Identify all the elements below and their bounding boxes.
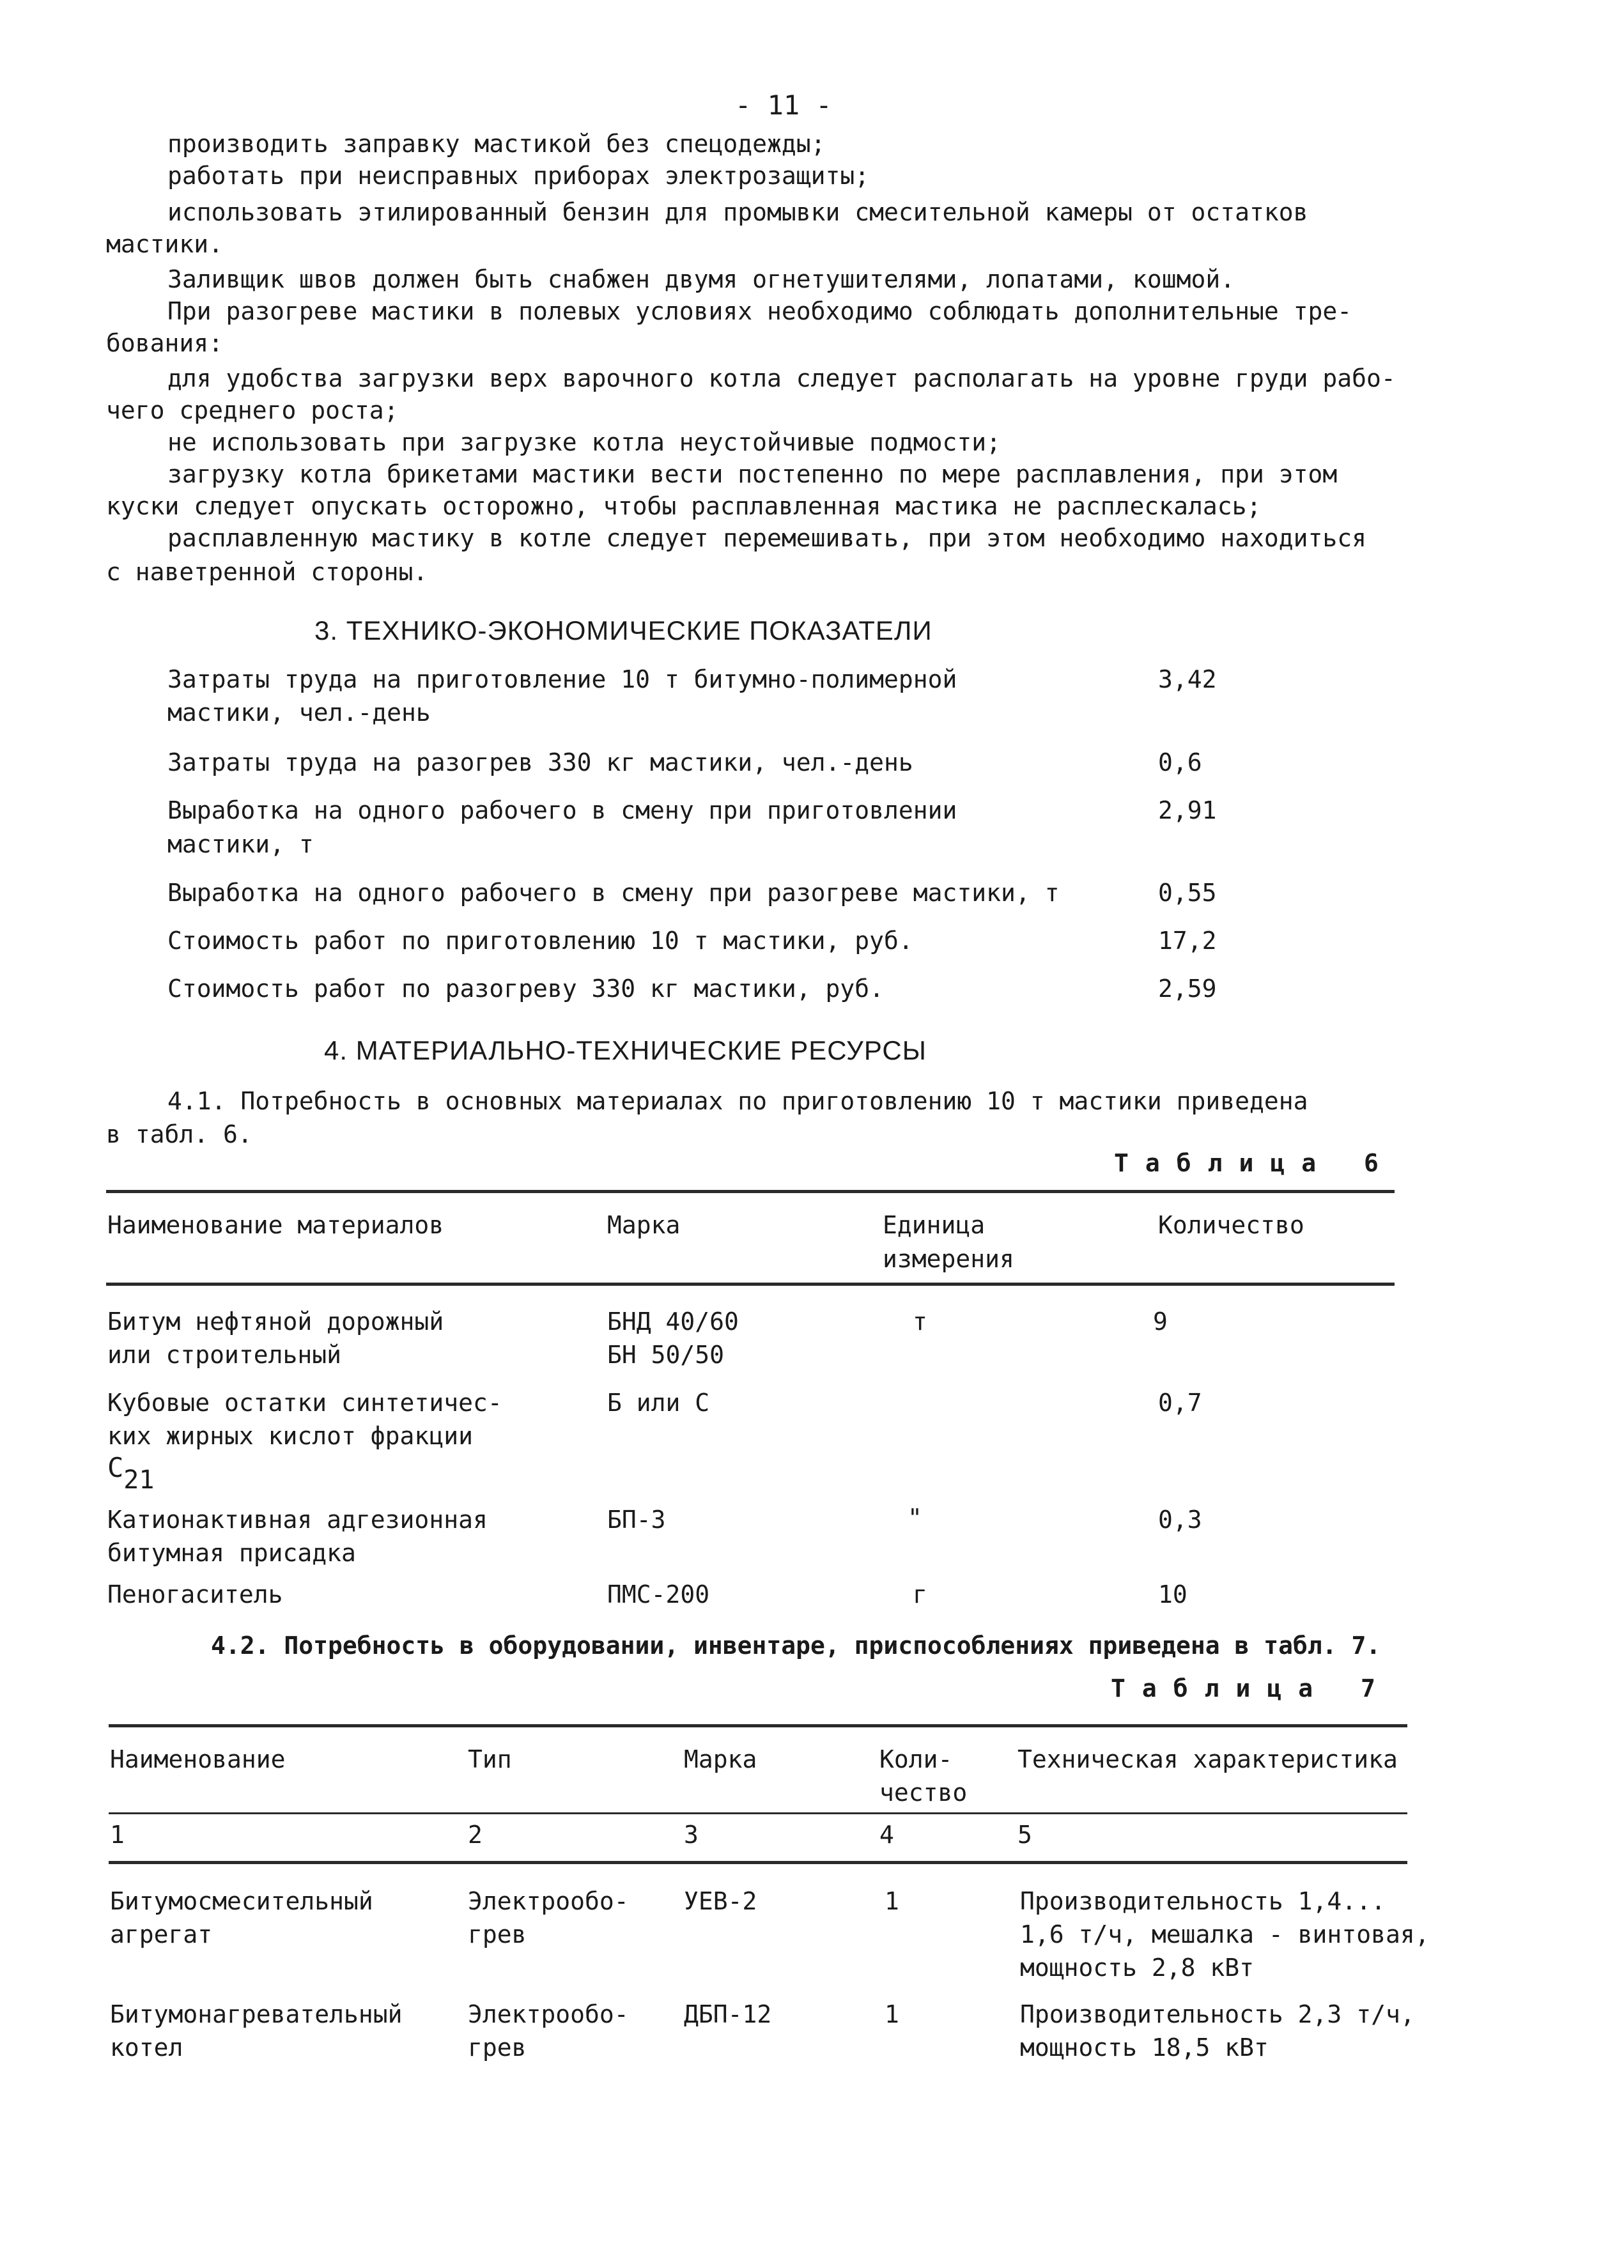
- cell-qty: 0,7: [1158, 1389, 1202, 1417]
- column-number: 5: [1017, 1821, 1032, 1849]
- cell-type: Электрообо-: [468, 2000, 629, 2028]
- cell-unit: т: [913, 1308, 927, 1336]
- cell-qty: 10: [1158, 1580, 1187, 1608]
- text-line: загрузку котла брикетами мастики вести постепенно по мере расплавления, при этом: [167, 460, 1338, 488]
- cell-spec: Производительность 2,3 т/ч,: [1020, 2000, 1415, 2028]
- indicator-label: мастики, т: [167, 830, 314, 858]
- cell-name: Битум нефтяной дорожный: [107, 1308, 444, 1336]
- cell-unit: г: [913, 1580, 927, 1608]
- table-6-header-qty: Количество: [1158, 1211, 1304, 1239]
- cell-name: Битумосмесительный: [110, 1887, 373, 1915]
- text-line: производить заправку мастикой без спецодежды;: [167, 130, 826, 158]
- table-7-numbers-rule: [109, 1861, 1407, 1864]
- text-line: не использовать при загрузке котла неустойчивые подмости;: [167, 428, 1001, 456]
- cell-name: Катионактивная адгезионная: [107, 1506, 488, 1534]
- indicator-value: 2,59: [1158, 975, 1217, 1003]
- table-6-header-rule: [106, 1283, 1395, 1286]
- cell-mark: УЕВ-2: [684, 1887, 757, 1915]
- cell-unit: ": [908, 1504, 922, 1532]
- indicator-label: мастики, чел.-день: [167, 698, 431, 727]
- table-6-header-unit: Единица: [883, 1211, 986, 1239]
- text-line: При разогреве мастики в полевых условиях необходимо соблюдать дополнительные тре-: [167, 297, 1352, 325]
- text-line: бования:: [106, 329, 224, 357]
- cell-spec: мощность 18,5 кВт: [1020, 2033, 1269, 2062]
- cell-type: Электрообо-: [468, 1887, 629, 1915]
- formula-letter: C: [107, 1452, 124, 1483]
- column-number: 2: [468, 1821, 483, 1849]
- text-line: мастики.: [106, 230, 224, 258]
- column-number: 1: [110, 1821, 125, 1849]
- table-7-header-spec: Техническая характеристика: [1017, 1745, 1398, 1773]
- paragraph-4-1-cont: в табл. 6.: [106, 1120, 252, 1148]
- indicator-value: 2,91: [1158, 796, 1217, 824]
- cell-name: Кубовые остатки синтетичес-: [107, 1389, 502, 1417]
- text-line: использовать этилированный бензин для промывки смесительной камеры от остатков: [167, 198, 1308, 226]
- cell-mark: ПМС-200: [607, 1580, 710, 1608]
- paragraph-4-2: 4.2. Потребность в оборудовании, инвентаре, приспособлениях приведена в табл. 7.: [211, 1632, 1381, 1660]
- indicator-value: 17,2: [1158, 927, 1217, 955]
- cell-name: агрегат: [110, 1920, 213, 1948]
- cell-mark: Б или С: [607, 1389, 710, 1417]
- table-6-header-mark: Марка: [607, 1211, 681, 1239]
- column-number: 3: [684, 1821, 699, 1849]
- section-4-heading: 4. МАТЕРИАЛЬНО-ТЕХНИЧЕСКИЕ РЕСУРСЫ: [324, 1035, 927, 1065]
- cell-mark: БНД 40/60: [607, 1308, 739, 1336]
- cell-spec: Производительность 1,4...: [1020, 1887, 1386, 1915]
- text-line: куски следует опускать осторожно, чтобы расплавленная мастика не расплескалась;: [106, 492, 1262, 520]
- cell-name: или строительный: [107, 1341, 342, 1369]
- table-7-header-rule: [109, 1812, 1407, 1814]
- table-7-header-name: Наименование: [110, 1745, 286, 1773]
- cell-qty: 0,3: [1158, 1506, 1202, 1534]
- table-7-header-type: Тип: [468, 1745, 512, 1773]
- indicator-value: 3,42: [1158, 665, 1217, 693]
- section-3-heading: 3. ТЕХНИКО-ЭКОНОМИЧЕСКИЕ ПОКАЗАТЕЛИ: [314, 615, 932, 645]
- cell-qty: 9: [1153, 1308, 1168, 1336]
- cell-qty: 1: [885, 2000, 899, 2028]
- text-line: для удобства загрузки верх варочного котла следует располагать на уровне груди рабо-: [167, 364, 1396, 392]
- cell-type: грев: [468, 2033, 527, 2062]
- indicator-label: Стоимость работ по приготовлению 10 т мастики, руб.: [167, 927, 913, 955]
- text-line: работать при неисправных приборах электрозащиты;: [167, 162, 870, 190]
- text-line: чего среднего роста;: [106, 396, 399, 424]
- indicator-label: Выработка на одного рабочего в смену при приготовлении: [167, 796, 957, 824]
- cell-spec: мощность 2,8 кВт: [1020, 1954, 1255, 1982]
- cell-mark: БП-3: [607, 1506, 666, 1534]
- indicator-label: Затраты труда на приготовление 10 т битумно-полимерной: [167, 665, 957, 693]
- indicator-value: 0,6: [1158, 748, 1202, 776]
- table-6-top-rule: [106, 1190, 1395, 1193]
- formula-subscript: 21: [123, 1465, 155, 1495]
- cell-name: котел: [110, 2033, 183, 2062]
- indicator-label: Стоимость работ по разогреву 330 кг мастики, руб.: [167, 975, 885, 1003]
- table-7-header-qty: Коли-: [879, 1745, 953, 1773]
- table-7-title: Таблица 7: [1111, 1674, 1392, 1702]
- text-line: расплавленную мастику в котле следует перемешивать, при этом необходимо находиться: [167, 524, 1366, 552]
- cell-name: битумная присадка: [107, 1539, 356, 1567]
- text-line: Заливщик швов должен быть снабжен двумя огнетушителями, лопатами, кошмой.: [167, 265, 1235, 293]
- indicator-label: Затраты труда на разогрев 330 кг мастики, чел.-день: [167, 748, 913, 776]
- page-number: - 11 -: [735, 89, 832, 121]
- cell-type: грев: [468, 1920, 527, 1948]
- cell-mark: ДБП-12: [684, 2000, 772, 2028]
- indicator-value: 0,55: [1158, 879, 1217, 907]
- table-7-header-qty: чество: [879, 1778, 968, 1807]
- cell-name-formula: [107, 1452, 154, 1495]
- cell-name: Битумонагревательный: [110, 2000, 403, 2028]
- indicator-label: Выработка на одного рабочего в смену при разогреве мастики, т: [167, 879, 1060, 907]
- table-6-title: Таблица 6: [1114, 1149, 1395, 1177]
- table-6-header-name: Наименование материалов: [107, 1211, 444, 1239]
- cell-qty: 1: [885, 1887, 899, 1915]
- table-7-top-rule: [109, 1724, 1407, 1727]
- text-line: с наветренной стороны.: [106, 558, 428, 586]
- cell-name: Пеногаситель: [107, 1580, 283, 1608]
- column-number: 4: [879, 1821, 894, 1849]
- paragraph-4-1: 4.1. Потребность в основных материалах по приготовлению 10 т мастики приведена: [167, 1087, 1308, 1115]
- cell-mark: БН 50/50: [607, 1341, 725, 1369]
- cell-spec: 1,6 т/ч, мешалка - винтовая,: [1020, 1920, 1430, 1948]
- table-7-header-mark: Марка: [684, 1745, 757, 1773]
- table-6-header-unit: измерения: [883, 1245, 1014, 1273]
- cell-name: ких жирных кислот фракции: [107, 1422, 473, 1450]
